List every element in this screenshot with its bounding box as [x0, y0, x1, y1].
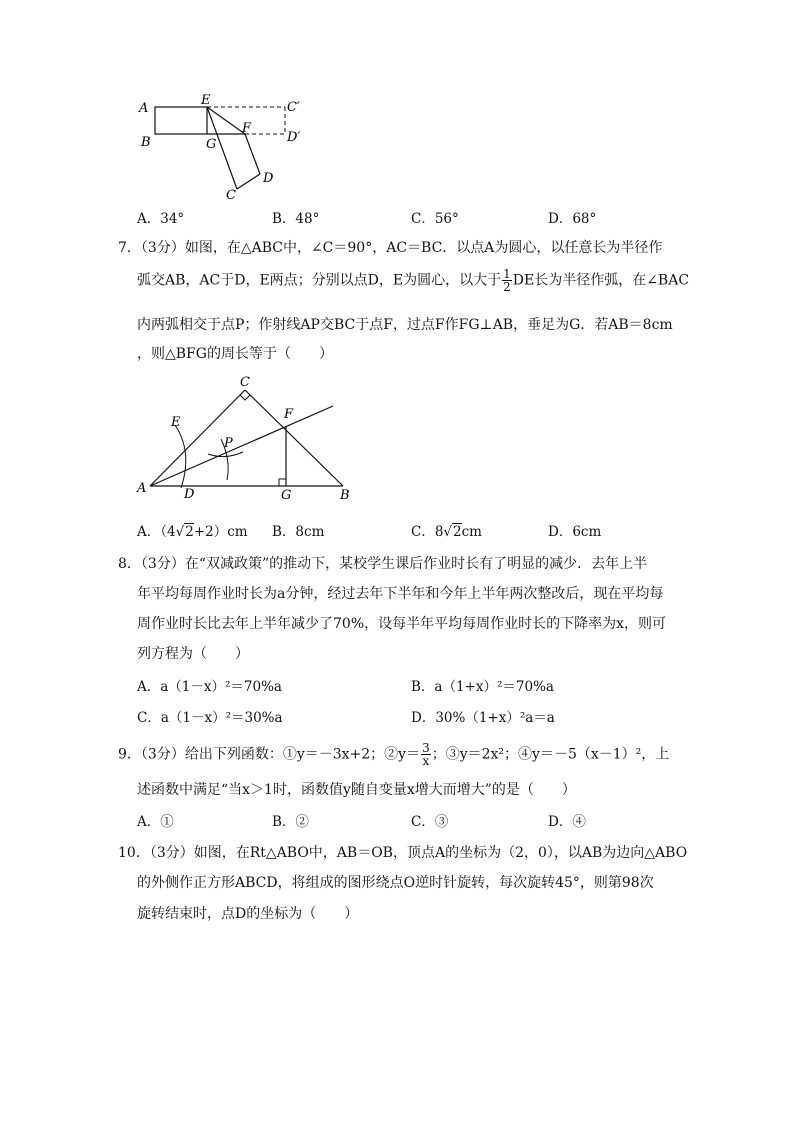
label-d-prime: D′ — [287, 130, 301, 145]
q7-option-a-suffix: +2）cm — [193, 524, 248, 540]
q8-line-3: 周作业时长比去年上半年减少了70%，设每半年平均每周作业时长的下降率为x，则可 — [137, 616, 667, 632]
label-d: D — [184, 487, 195, 502]
q9-option-b: B．② — [272, 814, 309, 830]
q8-line-1: 8．（3分）在“双减政策”的推动下，某校学生课后作业时长有了明显的减少．去年上半 — [118, 556, 648, 572]
q7-line-2-suffix: DE长为半径作弧，在∠BAC — [512, 272, 690, 289]
q9-option-d: D．④ — [548, 814, 586, 830]
q8-option-a: A．a（1－x）²＝70%a — [137, 679, 282, 695]
q9-line-2: 述函数中满足“当x＞1时，函数值y随自变量x增大而增大”的是（ ） — [137, 782, 576, 798]
q10-line-1: 10．（3分）如图，在Rt△ABO中，AB＝OB，顶点A的坐标为（2，0），以AB为边向△ABO — [118, 845, 688, 861]
q9-line-1 — [118, 742, 669, 767]
q7-option-a-prefix: A．（4 — [137, 524, 176, 540]
sqrt-sign: √ — [443, 524, 453, 540]
label-b: B — [141, 135, 151, 150]
label-a: A — [137, 481, 147, 496]
q9-line-1-b: ；③y＝2x²；④y＝－5（x－1）²，上 — [431, 746, 670, 763]
sqrt-sign: √ — [175, 524, 185, 540]
label-g: G — [281, 488, 292, 503]
segment-f-d — [245, 134, 260, 174]
q9-fraction — [421, 742, 431, 767]
q8-line-2: 年平均每周作业时长为a分钟，经过去年下半年和今年上半年两次整改后，现在平均每 — [137, 586, 664, 602]
q7-fraction — [502, 268, 512, 293]
q7-line-2 — [137, 268, 689, 293]
label-c: C — [240, 375, 250, 390]
label-f: F — [284, 407, 294, 422]
q7-option-a-radicand: 2 — [185, 524, 194, 540]
label-p: P — [224, 436, 233, 451]
q7-fraction-num: 1 — [503, 267, 511, 281]
q9-fraction-num: 3 — [422, 741, 430, 755]
q10-line-3: 旋转结束时，点D的坐标为（ ） — [137, 906, 359, 922]
q7-line-1: 7．（3分）如图，在△ABC中，∠C＝90°，AC＝BC．以点A为圆心，以任意长为半径作 — [118, 240, 663, 256]
q8-option-d: D．30%（1+x）²a＝a — [411, 710, 555, 726]
label-f: F — [242, 121, 252, 136]
q9-option-c: C．③ — [411, 814, 449, 830]
q7-figure — [133, 372, 363, 504]
label-e: E — [171, 415, 181, 430]
q7-option-b: B．8cm — [272, 524, 325, 540]
q8-option-c: C．a（1－x）²＝30%a — [137, 710, 283, 726]
right-angle-g — [279, 479, 286, 486]
right-angle-c — [240, 395, 250, 400]
q7-option-c-prefix: C．8 — [411, 524, 444, 540]
segment-c-d — [237, 174, 260, 189]
q7-option-a — [137, 520, 248, 540]
q8-option-b: B．a（1+x）²＝70%a — [411, 679, 554, 695]
label-g: G — [206, 137, 217, 152]
q7-option-d: D．6cm — [548, 524, 602, 540]
label-a: A — [139, 101, 149, 116]
q7-line-3: 内两弧相交于点P；作射线AP交BC于点F，过点F作FG⊥AB，垂足为G．若AB＝8cm — [137, 317, 673, 333]
label-c: C — [226, 188, 236, 203]
q7-line-2-text: 弧交AB，AC于D，E两点；分别以点D，E为圆心，以大于 — [137, 272, 502, 289]
q7-line-4: ，则△BFG的周长等于（ ） — [137, 346, 333, 362]
q6-option-c: C．56° — [411, 211, 459, 227]
q6-figure — [130, 92, 320, 204]
label-b: B — [340, 488, 350, 503]
q7-option-c — [411, 520, 482, 540]
segment-e-f — [207, 107, 245, 134]
q7-option-c-radicand: 2 — [453, 524, 462, 540]
q7-fraction-den: 2 — [503, 280, 511, 294]
q9-fraction-den: x — [422, 754, 430, 768]
rect-ab — [155, 107, 207, 134]
q9-option-a: A．① — [137, 814, 174, 830]
label-c-prime: C′ — [287, 100, 300, 115]
q6-option-a: A．34° — [137, 211, 185, 227]
q8-line-4: 列方程为（ ） — [137, 646, 249, 662]
q10-line-2: 的外侧作正方形ABCD，将组成的图形绕点O逆时针旋转，每次旋转45°，则第98次 — [137, 875, 654, 891]
label-e: E — [201, 93, 211, 108]
label-d: D — [263, 171, 274, 186]
q6-option-d: D．68° — [548, 211, 597, 227]
q6-option-b: B．48° — [272, 211, 320, 227]
q9-line-1-a: 9．（3分）给出下列函数：①y＝－3x+2；②y＝ — [118, 746, 421, 763]
arc-a — [175, 425, 186, 488]
q7-option-c-suffix: cm — [461, 524, 482, 540]
